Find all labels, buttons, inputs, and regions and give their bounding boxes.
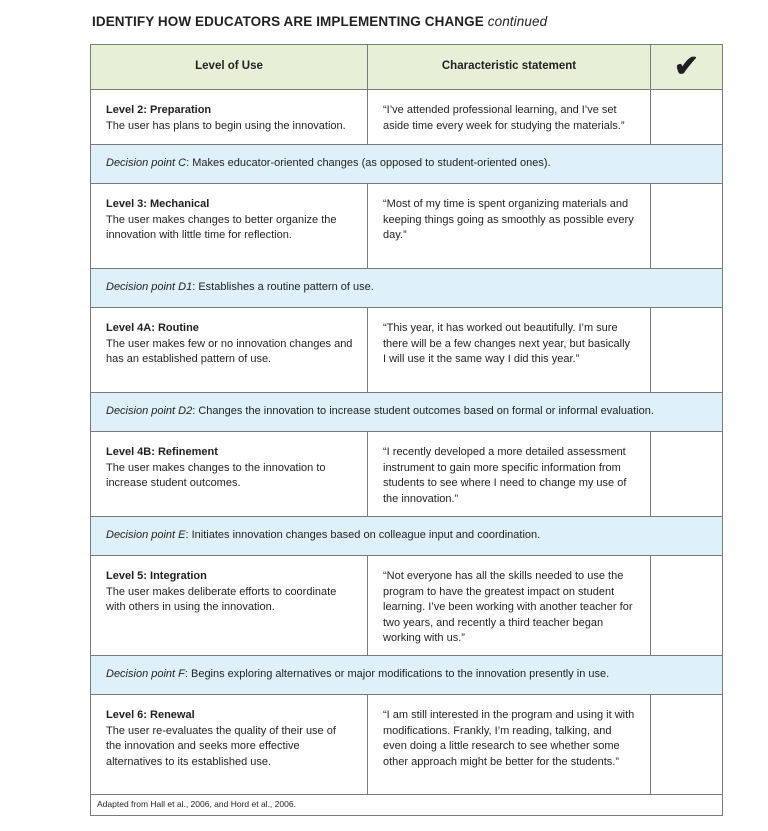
check-cell[interactable] — [651, 432, 723, 517]
level-cell — [91, 308, 368, 393]
table-row — [91, 695, 723, 795]
table-row — [91, 432, 723, 517]
level-name: Level 4B: Refinement — [106, 446, 218, 458]
decision-point-label: Decision point E — [106, 529, 186, 542]
header-characteristic-statement: Characteristic statement — [368, 45, 651, 90]
level-description: The user makes changes to better organize the innovation with little time for reflection. — [106, 213, 337, 241]
level-name: Level 4A: Routine — [106, 322, 199, 334]
decision-point-label: Decision point D1 — [106, 281, 193, 294]
decision-row — [91, 145, 723, 184]
decision-point-text: : Changes the innovation to increase student outcomes based on formal or informal evaluation. — [192, 405, 654, 418]
page-title — [92, 14, 547, 29]
level-cell — [91, 184, 368, 269]
level-description: The user makes few or no innovation changes and has an established pattern of use. — [106, 337, 353, 365]
header-row — [91, 45, 723, 90]
decision-row — [91, 269, 723, 308]
decision-point-text: : Makes educator-oriented changes (as opposed to student-oriented ones). — [186, 157, 551, 170]
levels-of-use-table — [90, 44, 723, 816]
title-main: IDENTIFY HOW EDUCATORS ARE IMPLEMENTING CHANGE — [92, 14, 484, 29]
check-cell[interactable] — [651, 184, 723, 269]
table-row — [91, 556, 723, 656]
level-description: The user has plans to begin using the innovation. — [106, 119, 346, 132]
header-level-of-use: Level of Use — [91, 45, 368, 90]
level-name: Level 2: Preparation — [106, 104, 212, 116]
check-cell[interactable] — [651, 308, 723, 393]
characteristic-statement: “Not everyone has all the skills needed to use the program to have the greatest impact on student learning. I’ve been working with another teacher for two years, and recently a third teacher began working with us.” — [368, 556, 651, 656]
decision-row — [91, 393, 723, 432]
level-name: Level 5: Integration — [106, 570, 207, 582]
characteristic-statement: “I am still interested in the program and using it with modifications. Frankly, I’m reading, talking, and even doing a little research to see whether some other approach might be better for the students.” — [368, 695, 651, 795]
decision-row — [91, 656, 723, 695]
decision-point-text: : Begins exploring alternatives or major modifications to the innovation presently in use. — [184, 668, 610, 681]
characteristic-statement: “Most of my time is spent organizing materials and keeping things going as smoothly as possible every day.” — [368, 184, 651, 269]
level-name: Level 6: Renewal — [106, 709, 195, 721]
checkmark-icon: ✔ — [651, 45, 723, 90]
decision-point-text: : Establishes a routine pattern of use. — [192, 281, 374, 294]
level-description: The user makes changes to the innovation to increase student outcomes. — [106, 461, 326, 489]
level-cell — [91, 556, 368, 656]
level-cell — [91, 90, 368, 145]
level-name: Level 3: Mechanical — [106, 198, 210, 210]
characteristic-statement: “This year, it has worked out beautifully. I’m sure there will be a few changes next year, but basically I will use it the same way I did this year.” — [368, 308, 651, 393]
table-row — [91, 90, 723, 145]
decision-point-label: Decision point C — [106, 157, 187, 170]
table-row — [91, 308, 723, 393]
level-description: The user re-evaluates the quality of their use of the innovation and seeks more effective alternatives to its established use. — [106, 724, 336, 768]
footer-row — [91, 795, 723, 816]
check-cell[interactable] — [651, 90, 723, 145]
decision-point-text: : Initiates innovation changes based on colleague input and coordination. — [185, 529, 541, 542]
check-cell[interactable] — [651, 695, 723, 795]
check-cell[interactable] — [651, 556, 723, 656]
decision-point-label: Decision point D2 — [106, 405, 193, 418]
level-cell — [91, 695, 368, 795]
decision-row — [91, 517, 723, 556]
level-description: The user makes deliberate efforts to coordinate with others in using the innovation. — [106, 585, 337, 613]
decision-point-label: Decision point F — [106, 668, 185, 681]
characteristic-statement: “I’ve attended professional learning, and I’ve set aside time every week for studying the materials.” — [368, 90, 651, 145]
title-continued: continued — [487, 14, 548, 29]
source-citation: Adapted from Hall et al., 2006, and Hord et al., 2006. — [91, 795, 723, 816]
characteristic-statement: “I recently developed a more detailed assessment instrument to gain more specific information from students to see where I need to change my use of the innovation.” — [368, 432, 651, 517]
table-row — [91, 184, 723, 269]
level-cell — [91, 432, 368, 517]
